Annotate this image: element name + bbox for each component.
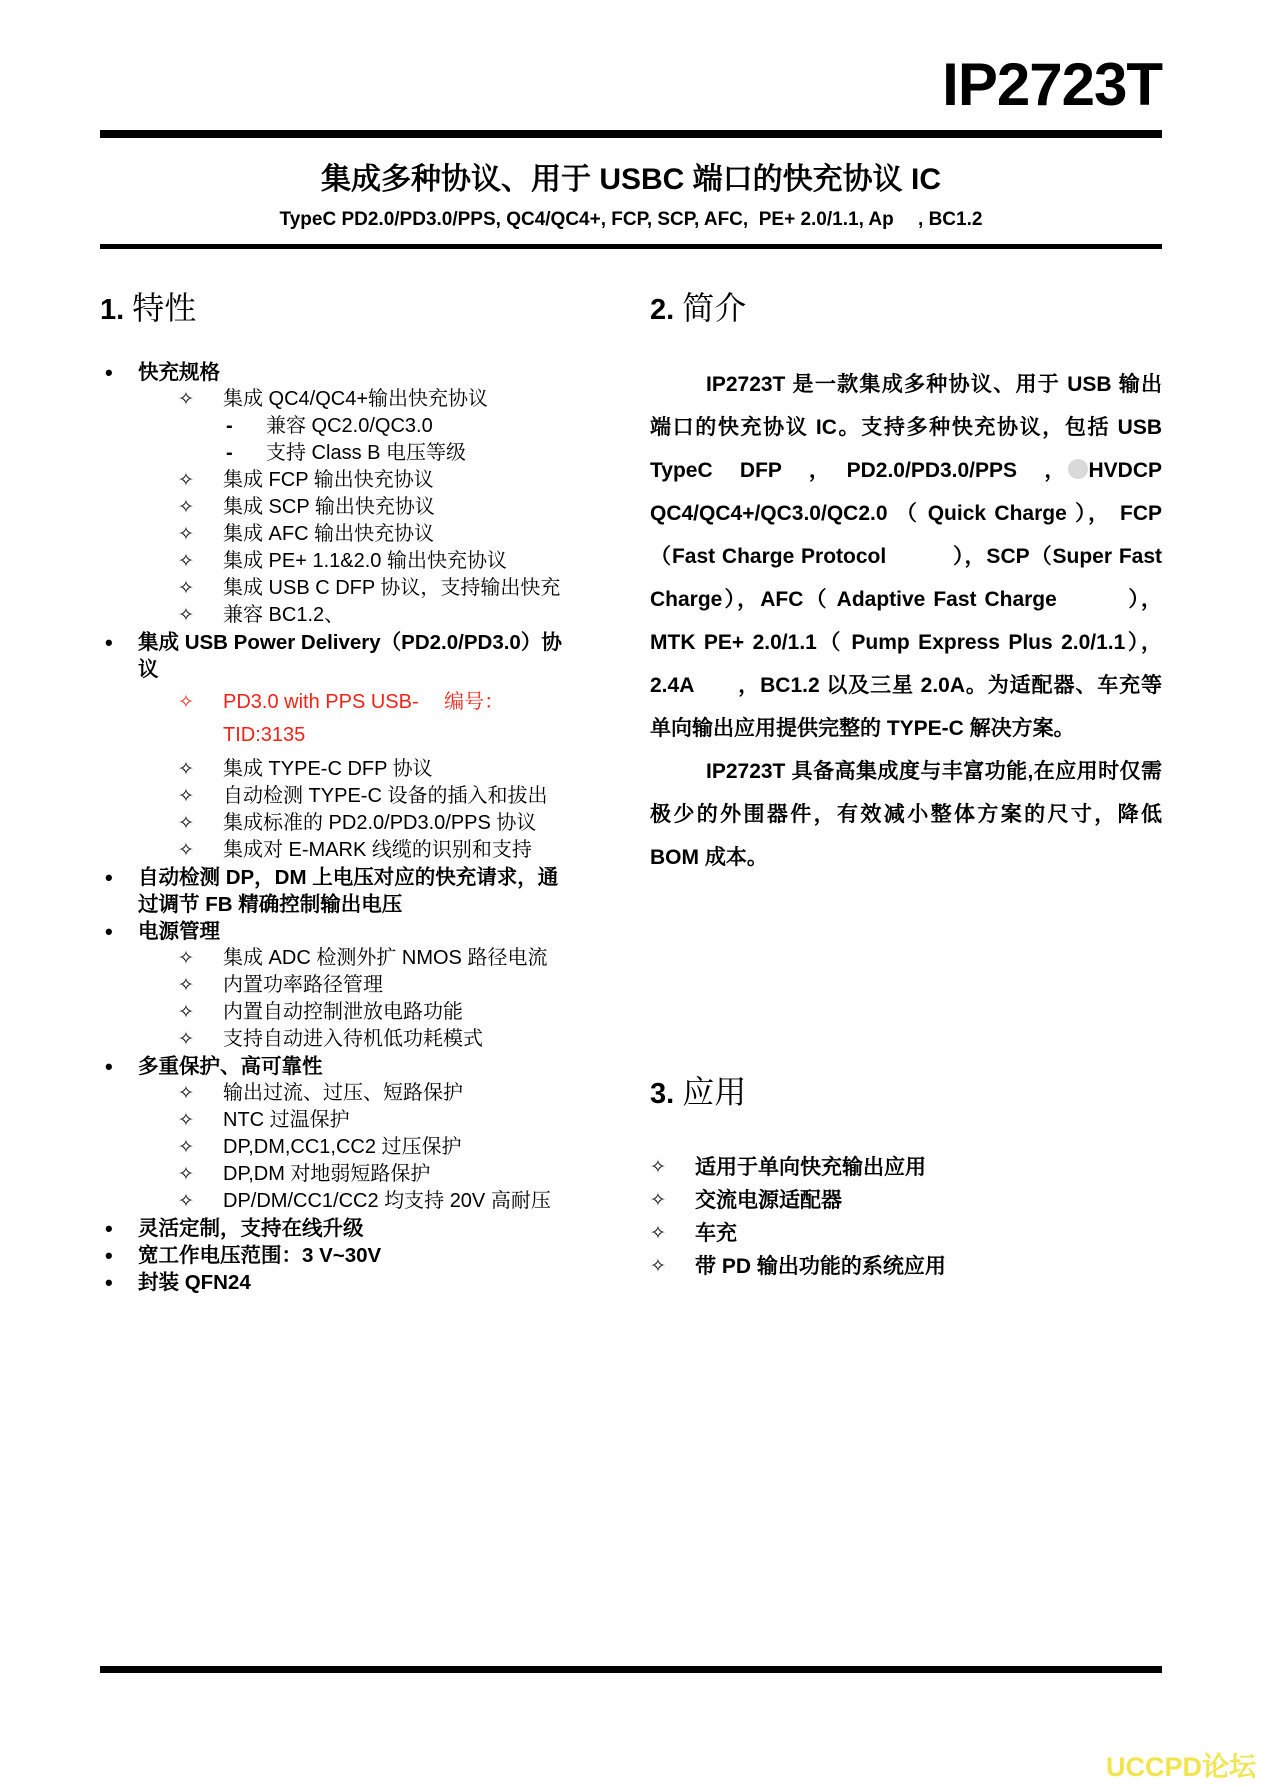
intro-heading — [650, 283, 1162, 329]
diamond-icon: ✧ — [650, 1190, 666, 1211]
feature-item — [100, 945, 572, 972]
diamond-icon: ✧ — [650, 1256, 666, 1277]
diamond-icon: ✧ — [178, 759, 194, 780]
features-heading-text: 特性 — [132, 290, 197, 326]
diamond-icon: ✧ — [178, 1083, 194, 1104]
feature-item — [100, 1053, 572, 1080]
product-title: IP2723T — [942, 51, 1162, 118]
footer-rule — [100, 1666, 1162, 1673]
feature-text: 集成标准的 PD2.0/PD3.0/PPS 协议 — [223, 812, 537, 834]
feature-item — [100, 1188, 572, 1215]
feature-item — [100, 810, 572, 837]
feature-text: PD3.0 with PPS USB- 编号： TID:3135 — [223, 686, 572, 752]
features-heading-number: 1. — [100, 294, 125, 326]
feature-text: 封装 QFN24 — [138, 1271, 251, 1294]
intro-heading-number: 2. — [650, 294, 675, 326]
gray-dot-icon — [1068, 459, 1088, 479]
feature-item — [100, 494, 572, 521]
doc-title: 集成多种协议、用于 USBC 端口的快充协议 IC — [320, 163, 941, 196]
feature-text: 灵活定制，支持在线升级 — [138, 1217, 364, 1240]
application-text: 带 PD 输出功能的系统应用 — [695, 1255, 946, 1278]
bullet-icon: • — [105, 865, 113, 890]
right-column — [650, 283, 1162, 1296]
diamond-icon: ✧ — [178, 975, 194, 996]
feature-item — [100, 413, 572, 440]
application-text: 车充 — [695, 1222, 737, 1245]
diamond-icon: ✧ — [178, 551, 194, 572]
feature-text: 集成 QC4/QC4+输出快充协议 — [223, 388, 489, 410]
feature-text: 集成 USB C DFP 协议，支持输出快充 — [223, 577, 561, 599]
feature-text: NTC 过温保护 — [223, 1109, 350, 1131]
diamond-icon: ✧ — [178, 1164, 194, 1185]
diamond-icon: ✧ — [178, 948, 194, 969]
feature-text: 电源管理 — [138, 920, 220, 943]
feature-item — [100, 1134, 572, 1161]
feature-item — [100, 575, 572, 602]
feature-text: 集成 TYPE-C DFP 协议 — [223, 758, 433, 780]
bullet-icon: • — [105, 1243, 113, 1268]
feature-text: DP/DM/CC1/CC2 均支持 20V 高耐压 — [223, 1190, 551, 1212]
feature-item — [100, 1080, 572, 1107]
diamond-icon: ✧ — [178, 1137, 194, 1158]
feature-text: 内置功率路径管理 — [223, 974, 383, 996]
feature-text: 兼容 BC1.2、 — [223, 604, 345, 626]
applications-section — [650, 1067, 1162, 1283]
diamond-icon: ✧ — [178, 524, 194, 545]
diamond-icon: ✧ — [178, 497, 194, 518]
feature-text: 集成对 E-MARK 线缆的识别和支持 — [223, 839, 532, 861]
feature-text: 集成 PE+ 1.1&2.0 输出快充协议 — [223, 550, 507, 572]
diamond-icon: ✧ — [178, 813, 194, 834]
diamond-icon: ✧ — [178, 1110, 194, 1131]
diamond-icon: ✧ — [178, 389, 194, 410]
feature-item — [100, 386, 572, 413]
applications-heading-number: 3. — [650, 1078, 675, 1110]
diamond-icon: ✧ — [178, 840, 194, 861]
dash-icon: - — [226, 415, 233, 437]
feature-item — [100, 783, 572, 810]
feature-item — [100, 864, 572, 918]
feature-item — [100, 440, 572, 467]
diamond-icon: ✧ — [178, 786, 194, 807]
diamond-icon: ✧ — [650, 1223, 666, 1244]
diamond-icon: ✧ — [178, 605, 194, 626]
feature-text: 快充规格 — [138, 361, 220, 384]
intro-paragraph-2: IP2723T 具备高集成度与丰富功能,在应用时仅需极少的外围器件，有效减小整体方案的尺寸，降低 BOM 成本。 — [650, 760, 1162, 869]
feature-text: 内置自动控制泄放电路功能 — [223, 1001, 463, 1023]
dash-icon: - — [226, 442, 233, 464]
feature-text: 支持 Class B 电压等级 — [266, 442, 467, 464]
bullet-icon: • — [105, 919, 113, 944]
feature-text: 宽工作电压范围：3 V~30V — [138, 1244, 382, 1267]
diamond-icon: ✧ — [650, 1157, 666, 1178]
intro-paragraph-1 — [650, 363, 1162, 750]
intro-p1-text-b: HVDCP QC4/QC4+/QC3.0/QC2.0 （ Quick Charge ）， FCP（Fast Charge Protocol ），SCP（Super Fast Charge），AFC（ Adaptive Fast Charge ），MTK PE+ 2.0/1.1（ Pump Express Plus 2.0/1.1）， 2.4A ，BC1.2 以及三星 2.0A。为适配器、车充等单向输出应用提供完整的 TYPE-C 解决方案。 — [650, 459, 1162, 740]
features-list — [100, 359, 572, 1296]
feature-text: 集成 FCP 输出快充协议 — [223, 469, 434, 491]
feature-item — [100, 521, 572, 548]
intro-section — [650, 283, 1162, 879]
bullet-icon: • — [105, 1054, 113, 1079]
feature-item — [100, 918, 572, 945]
bullet-icon: • — [105, 1270, 113, 1295]
feature-item — [100, 999, 572, 1026]
bullet-icon: • — [105, 630, 113, 655]
feature-text: 集成 SCP 输出快充协议 — [223, 496, 435, 518]
feature-text: 多重保护、高可靠性 — [138, 1055, 323, 1078]
feature-item — [100, 629, 572, 683]
feature-item — [100, 548, 572, 575]
applications-heading-text: 应用 — [682, 1074, 747, 1110]
feature-text: 集成 AFC 输出快充协议 — [223, 523, 435, 545]
feature-item — [100, 1242, 572, 1269]
feature-text: 兼容 QC2.0/QC3.0 — [266, 415, 433, 437]
intro-heading-text: 简介 — [682, 290, 747, 326]
diamond-icon: ✧ — [178, 1002, 194, 1023]
feature-text: 支持自动进入待机低功耗模式 — [223, 1028, 483, 1050]
diamond-icon: ✧ — [178, 1191, 194, 1212]
application-text: 适用于单向快充输出应用 — [695, 1156, 926, 1179]
two-column-body — [100, 283, 1162, 1296]
features-heading — [100, 283, 572, 329]
feature-item — [100, 467, 572, 494]
doc-subtitle: TypeC PD2.0/PD3.0/PPS, QC4/QC4+, FCP, SCP, AFC, PE+ 2.0/1.1, Ap , BC1.2 — [279, 209, 983, 230]
feature-text: 输出过流、过压、短路保护 — [223, 1082, 463, 1104]
applications-list — [650, 1151, 1162, 1283]
feature-text: DP,DM,CC1,CC2 过压保护 — [223, 1136, 462, 1158]
feature-text: 自动检测 TYPE-C 设备的插入和拔出 — [223, 785, 548, 807]
feature-item — [100, 359, 572, 386]
diamond-icon: ✧ — [178, 578, 194, 599]
application-text: 交流电源适配器 — [695, 1189, 842, 1212]
watermark: UCCPD论坛 — [1105, 1752, 1256, 1782]
diamond-icon: ✧ — [178, 1029, 194, 1050]
header-rule-bottom — [100, 244, 1162, 249]
applications-heading — [650, 1067, 1162, 1113]
feature-item — [100, 756, 572, 783]
diamond-icon: ✧ — [178, 692, 194, 713]
application-item — [650, 1151, 1162, 1184]
feature-item — [100, 1215, 572, 1242]
feature-item — [100, 837, 572, 864]
bullet-icon: • — [105, 360, 113, 385]
feature-item — [100, 602, 572, 629]
feature-item — [100, 1107, 572, 1134]
header-rule-top — [100, 130, 1162, 138]
feature-text-line2: TID:3135 — [223, 724, 306, 746]
diamond-icon: ✧ — [178, 470, 194, 491]
feature-item — [100, 1269, 572, 1296]
application-item — [650, 1184, 1162, 1217]
feature-text: 自动检测 DP，DM 上电压对应的快充请求，通过调节 FB 精确控制输出电压 — [138, 866, 559, 916]
application-item — [650, 1217, 1162, 1250]
bullet-icon: • — [105, 1216, 113, 1241]
features-section — [100, 283, 572, 1296]
feature-text: 集成 ADC 检测外扩 NMOS 路径电流 — [223, 947, 548, 969]
application-item — [650, 1250, 1162, 1283]
feature-item — [100, 686, 572, 752]
feature-text: DP,DM 对地弱短路保护 — [223, 1163, 431, 1185]
feature-item — [100, 1026, 572, 1053]
feature-text: 集成 USB Power Delivery（PD2.0/PD3.0）协议 — [138, 631, 562, 681]
intro-p1-text-a: IP2723T 是一款集成多种协议、用于 USB 输出端口的快充协议 IC。支持多种快充协议，包括 USB TypeC DFP ， PD2.0/PD3.0/PPS ， — [650, 373, 1162, 482]
feature-item — [100, 1161, 572, 1188]
feature-item — [100, 972, 572, 999]
